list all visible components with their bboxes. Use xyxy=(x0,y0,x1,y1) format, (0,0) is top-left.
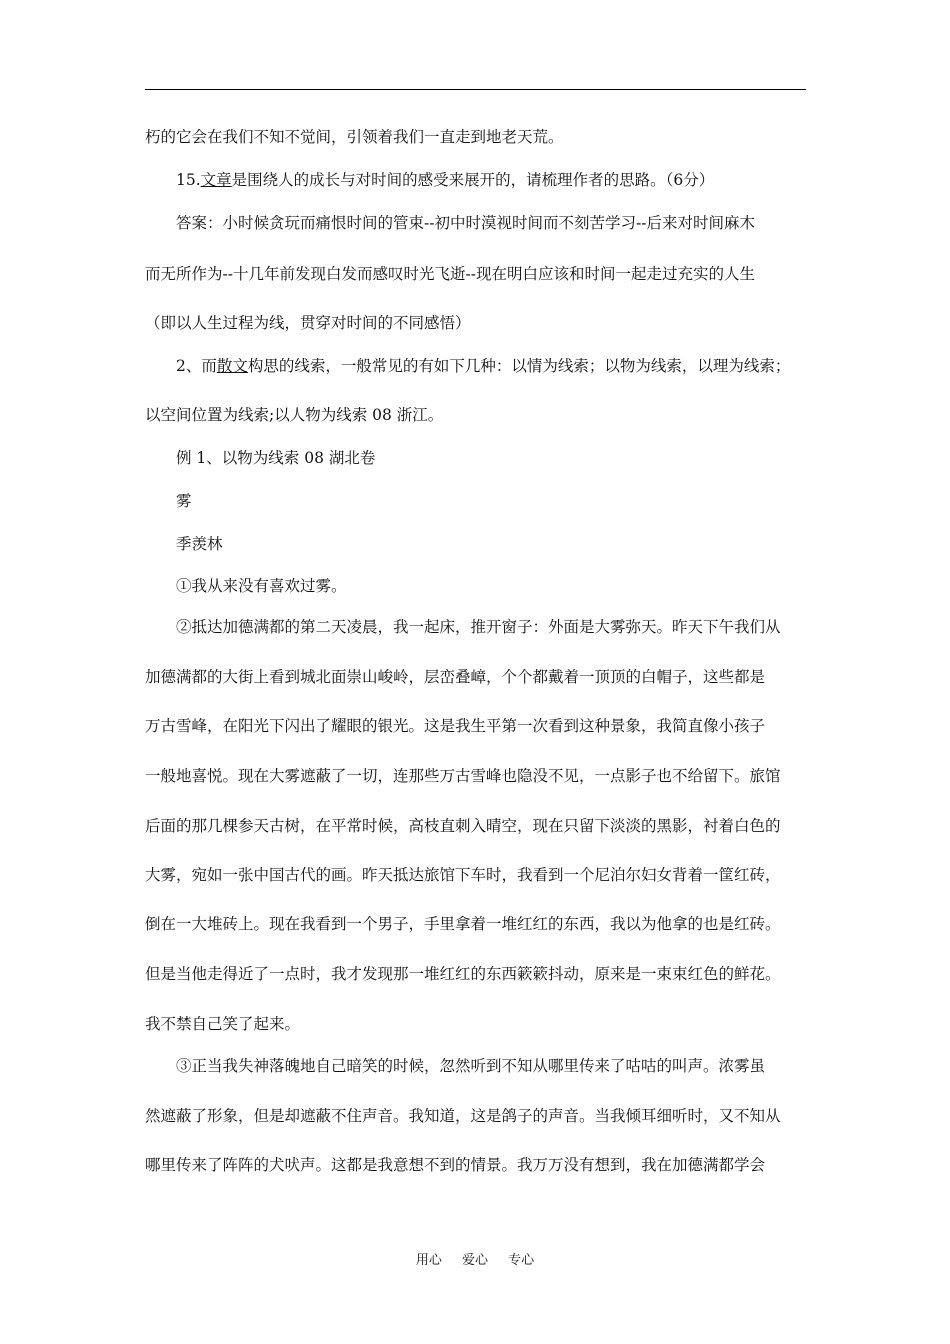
essay-author: 季羡林 xyxy=(176,535,223,553)
question-number: 15. xyxy=(176,171,201,189)
paragraph-1: ①我从来没有喜欢过雾。 xyxy=(176,577,347,595)
paragraph-3-line: ③正当我失神落魄地自己暗笑的时候，忽然听到不知从哪里传来了咕咕的叫声。浓雾虽 xyxy=(176,1057,766,1075)
header-rule xyxy=(145,89,806,90)
paragraph-2-line: 后面的那几棵参天古树，在平常时候，高枝直刺入晴空，现在只留下淡淡的黑影，衬着白色的 xyxy=(145,817,781,835)
paragraph-2-line: 但是当他走得近了一点时，我才发现那一堆红红的东西簌簌抖动，原来是一束束红色的鲜花。 xyxy=(145,965,781,983)
footer-item: 用心 xyxy=(415,1253,442,1268)
footer-item: 爱心 xyxy=(461,1253,488,1268)
page-footer xyxy=(0,1252,950,1270)
text-line: 以空间位置为线索;以人物为线索 08 浙江。 xyxy=(145,406,444,424)
section-prefix: 2、而 xyxy=(176,357,217,375)
paragraph-2-line: 我不禁自己笑了起来。 xyxy=(145,1015,301,1033)
paragraph-2-line: 倒在一大堆砖上。现在我看到一个男子，手里拿着一堆红红的东西，我以为他拿的也是红砖。 xyxy=(145,915,781,933)
paragraph-3-line: 哪里传来了阵阵的犬吠声。这都是我意想不到的情景。我万万没有想到，我在加德满都学会 xyxy=(145,1156,766,1174)
essay-title: 雾 xyxy=(176,492,192,510)
prose-link[interactable]: 散文 xyxy=(216,357,248,375)
answer-line: 而无所作为--十几年前发现白发而感叹时光飞逝--现在明白应该和时间一起走过充实的人生 xyxy=(145,265,755,283)
text-line: 朽的它会在我们不知不觉间，引领着我们一直走到地老天荒。 xyxy=(145,128,564,146)
section-text: 构思的线索，一般常见的有如下几种：以情为线索；以物为线索，以理为线索； xyxy=(247,357,791,375)
paragraph-2-line: 万古雪峰，在阳光下闪出了耀眼的银光。这是我生平第一次看到这种景象，我简直像小孩子 xyxy=(145,717,766,735)
paragraph-2-line: 大雾，宛如一张中国古代的画。昨天抵达旅馆下车时，我看到一个尼泊尔妇女背着一筐红砖， xyxy=(145,866,781,884)
paragraph-2-line: 加德满都的大街上看到城北面崇山峻岭，层峦叠嶂，个个都戴着一顶顶的白帽子，这些都是 xyxy=(145,668,766,686)
paragraph-3-line: 然遮蔽了形象，但是却遮蔽不住声音。我知道，这是鸽子的声音。当我倾耳细听时，又不知从 xyxy=(145,1107,781,1125)
paragraph-2-line: 一般地喜悦。现在大雾遮蔽了一切，连那些万古雪峰也隐没不见，一点影子也不给留下。旅馆 xyxy=(145,767,781,785)
footer-item: 专心 xyxy=(508,1253,535,1268)
question-15 xyxy=(176,170,714,190)
answer-line: （即以人生过程为线，贯穿对时间的不同感悟） xyxy=(145,314,471,332)
example-title: 例 1、以物为线索 08 湖北卷 xyxy=(176,449,376,467)
paragraph-2-line: ②抵达加德满都的第二天凌晨，我一起床，推开窗子：外面是大雾弥天。昨天下午我们从 xyxy=(176,618,781,636)
answer-line: 答案：小时候贪玩而痛恨时间的管束--初中时漠视时间而不刻苦学习--后来对时间麻木 xyxy=(176,214,755,232)
question-text: 是围绕人的成长与对时间的感受来展开的，请梳理作者的思路。（6分） xyxy=(231,171,715,189)
article-link[interactable]: 文章 xyxy=(200,171,232,189)
section-2 xyxy=(176,356,790,376)
